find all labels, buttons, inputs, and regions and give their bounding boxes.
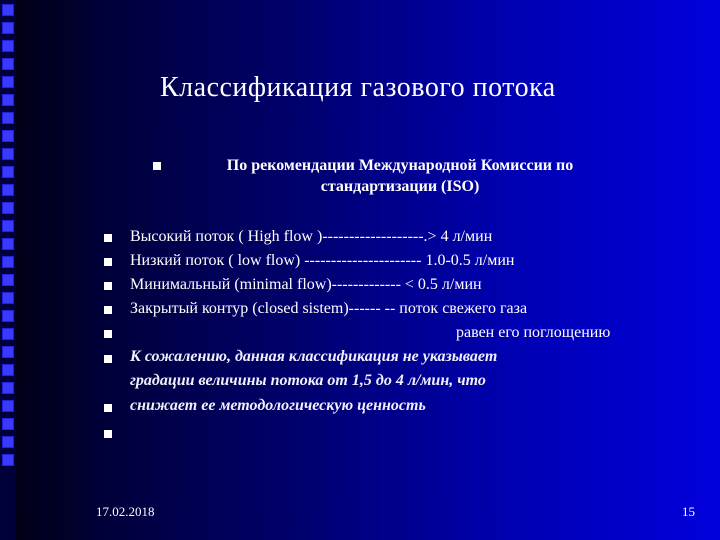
note-line: градации величины потока от 1,5 до 4 л/мин, что [130,372,486,389]
slide-title: Классификация газового потока [160,72,556,103]
list-item: Высокий поток ( High flow )-------------------.> 4 л/мин [130,228,493,245]
slide-subtitle: По рекомендации Международной Комиссии по стандартизации (ISO) [226,157,574,195]
note-line: К сожалению, данная классификация не указывает [130,348,498,365]
bullet-marker [104,306,112,314]
footer-date: 17.02.2018 [96,504,155,519]
note-line: снижает ее методологическую ценность [130,397,426,414]
bullet-marker [104,330,112,338]
list-item: Низкий поток ( low flow) ---------------------- 1.0-0.5 л/мин [130,252,515,269]
decorative-square-strip [0,0,16,540]
bullet-marker [104,355,112,363]
bullet-marker [104,404,112,412]
bullet-marker [104,430,112,438]
list-item: равен его поглощению [456,324,611,341]
bullet-marker [153,162,161,170]
bullet-marker [104,282,112,290]
bullet-marker [104,258,112,266]
page-number: 15 [682,504,695,519]
sidebar-shadow [16,0,86,540]
list-item: Закрытый контур (closed sistem)------ -- поток свежего газа [130,300,528,317]
list-item: Минимальный (minimal flow)------------- < 0.5 л/мин [130,276,482,293]
bullet-marker [104,234,112,242]
